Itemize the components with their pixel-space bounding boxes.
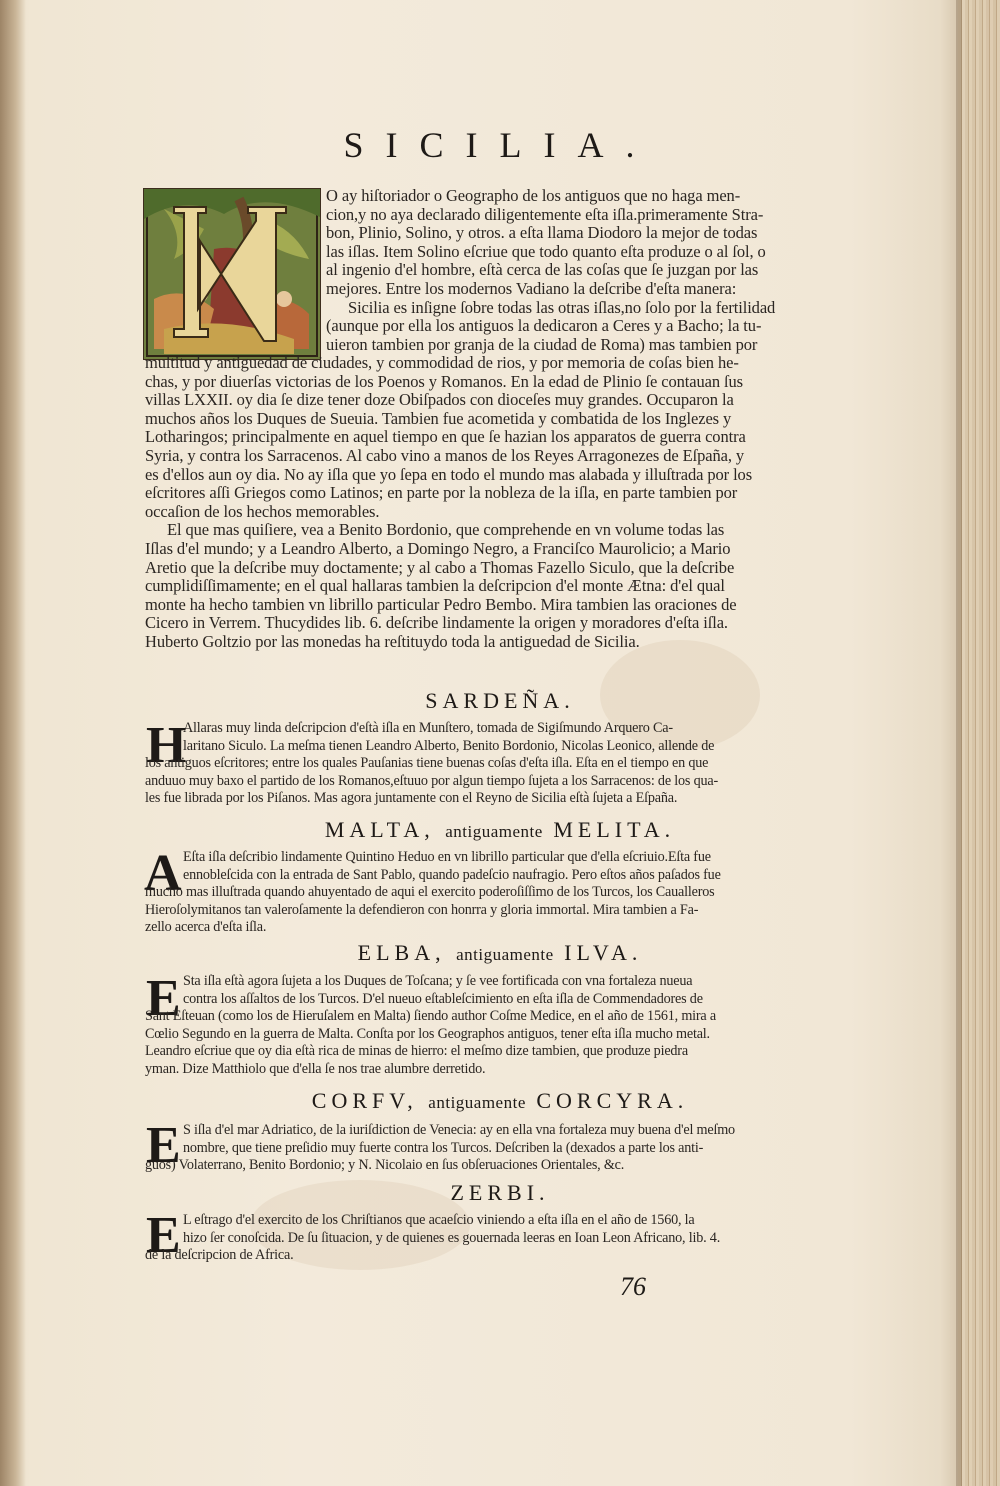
text-line: cion,y no aya declarado diligentemente eſta iſla.primeramente Stra- bbox=[326, 204, 764, 224]
text-line: nombre, que tiene preſidio muy fuerte contra los Turcos. Deſcriben la (dexados a parte los anti- bbox=[183, 1139, 704, 1156]
text-line: las iſlas. Item Solino eſcriue que todo quanto eſta produze o al ſol, o bbox=[326, 241, 766, 261]
text-line: laritano Siculo. La meſma tienen Leandro Alberto, Benito Bordonio, Nicolas Leonico, allende de bbox=[183, 737, 715, 754]
sicilia-paragraph bbox=[145, 354, 810, 652]
text-line: Huberto Goltzio por las monedas ha reſtituydo toda la antiguedad de Sicilia. bbox=[145, 631, 640, 651]
sardena-paragraph bbox=[145, 717, 810, 808]
malta-paragraph bbox=[144, 845, 810, 937]
text-line: Sant Eſteuan (como los de Hieruſalem en Malta) ſiendo author Coſme Medice, en el año de 1561, mira a bbox=[145, 1008, 716, 1024]
text-line: guos) Volaterrano, Benito Bordonio; y N. Nicolaio en ſus obſeruaciones Orientales, &c. bbox=[145, 1157, 625, 1173]
text-line: monte ha hecho tambien vn librillo particular Pedro Bembo. Mira tambien las oraciones de bbox=[145, 594, 737, 614]
text-line: les fue librada por los Piſanos. Mas agora juntamente con el Reyno de Sicilia eſtà ſujeta a Eſpaña. bbox=[145, 790, 678, 806]
text-line: multitud y antiguedad de ciudades, y commodidad de rios, y por memoria de coſas bien he- bbox=[145, 353, 739, 372]
heading-ancient-name: CORCYRA. bbox=[536, 1088, 689, 1113]
book-gutter bbox=[0, 0, 26, 1486]
heading-name: ELBA, bbox=[357, 940, 446, 965]
text-line: zello acerca d'eſta iſla. bbox=[145, 919, 267, 935]
text-line: O ay hiſtoriador o Geographo de los antiguos que no haga men- bbox=[326, 186, 741, 205]
text-line: occaſion de los hechos memorables. bbox=[145, 501, 380, 521]
text-line: los antiguos eſcritores; entre los quales Pauſanias tiene buenas coſas d'eſta iſla. Eſta en el tiempo en que bbox=[145, 755, 709, 771]
text-line: anduuo muy baxo el partido de los Romanos,eſtuuo por algun tiempo ſujeta a los Sarracenos: de los qua- bbox=[145, 772, 718, 789]
text-line: Sicilia es inſigne ſobre todas las otras iſlas,no ſolo por la fertilidad bbox=[348, 297, 776, 317]
page-title: SICILIA. bbox=[343, 125, 657, 165]
heading-subtitle: antiguamente bbox=[456, 945, 554, 964]
text-line: Sta iſla eſtà agora ſujeta a los Duques de Toſcana; y ſe vee fortificada con vna fortaleza nueua bbox=[183, 973, 693, 989]
initial-letter: H bbox=[146, 717, 187, 774]
initial-letter: A bbox=[144, 845, 182, 902]
text-line: Lotharingos; principalmente en aquel tiempo en que ſe hazian los apparatos de guerra contra bbox=[145, 427, 746, 447]
text-line: Eſta iſla deſcribio lindamente Quintino Heduo en vn librillo particular que d'ella eſcriuio.Eſta fue bbox=[183, 849, 711, 865]
text-line: Cœlio Segundo en la guerra de Malta. Conſta por los Geographos antiguos, tener eſta iſla mucho metal. bbox=[145, 1025, 710, 1042]
text-line: hizo ſer conoſcida. De ſu ſituacion, y de quienes es gouernada leeras en Ioan Leon Africano, lib. 4. bbox=[183, 1229, 721, 1246]
initial-letter: E bbox=[146, 970, 181, 1027]
initial-letter: E bbox=[146, 1207, 181, 1264]
heading-ancient-name: ILVA. bbox=[564, 940, 643, 965]
section-heading-malta bbox=[0, 817, 1000, 843]
text-line: yman. Dize Matthiolo que d'ella ſe nos trae alumbre derretido. bbox=[145, 1060, 486, 1077]
page-edges bbox=[958, 0, 1000, 1486]
text-line: al ingenio d'el hombre, eſtà cerca de las coſas que ſe juzgan por las bbox=[326, 260, 759, 280]
corfu-paragraph bbox=[145, 1117, 810, 1175]
text-line: Leandro eſcriue que oy dia eſtà rica de minas de hierro: el meſmo dize tambien, que produze piedra bbox=[145, 1043, 688, 1059]
heading-name: CORFV, bbox=[311, 1088, 418, 1113]
sicilia-first-lines bbox=[326, 187, 816, 354]
text-line: de la deſcripcion de Africa. bbox=[145, 1247, 294, 1263]
elba-paragraph bbox=[145, 970, 810, 1078]
text-line: Iſlas d'el mundo; y a Leandro Alberto, a Domingo Negro, a Franciſco Maurolicio; a Mario bbox=[145, 538, 731, 558]
page-number: 76 bbox=[620, 1272, 646, 1301]
text-line: El que mas quiſiere, vea a Benito Bordonio, que comprehende en vn volume todas las bbox=[167, 520, 725, 540]
heading-ancient-name: MELITA. bbox=[553, 817, 676, 842]
text-line: villas LXXII. oy dia ſe dize tener doze Obiſpados con dioceſes muy grandes. Occuparon la bbox=[145, 390, 734, 410]
heading-subtitle: antiguamente bbox=[445, 822, 543, 841]
section-heading-sardena: SARDEÑA. bbox=[425, 688, 575, 713]
text-line: uieron tambien por granja de la ciudad de Roma) mas tambien por bbox=[326, 334, 758, 354]
heading-name: MALTA, bbox=[324, 817, 435, 842]
text-line: ennobleſcida con la entrada de Sant Pablo, quando padeſcio naufragio. Pero eſtos años paſados fue bbox=[183, 866, 721, 883]
text-line: Allaras muy linda deſcripcion d'eſtà iſla en Munſtero, tomada de Sigiſmundo Arquero Ca- bbox=[183, 720, 673, 736]
text-line: es d'ellos aun oy dia. No ay iſla que yo ſepa en todo el mundo mas alabada y illuſtrada por los bbox=[145, 464, 753, 484]
page-edge-shadow bbox=[956, 0, 962, 1486]
text-line: bon, Plinio, Solino, y otros. a eſta llama Diodoro la mejor de todas bbox=[326, 223, 758, 243]
section-heading-zerbi: ZERBI. bbox=[450, 1180, 550, 1205]
text-line: (aunque por ella los antiguos la dedicaron a Ceres y a Bacho; la tu- bbox=[326, 316, 762, 336]
text-line: L eſtrago d'el exercito de los Chriſtianos que acaeſcio viniendo a eſta iſla en el año de 1560, la bbox=[183, 1212, 695, 1228]
text-line: Cicero in Verrem. Thucydides lib. 6. deſcribe lindamente la origen y moradores d'eſta iſla. bbox=[145, 613, 728, 633]
text-line: cumplidiſſimamente; en el qual hallaras tambien la deſcripcion d'el monte Ætna: d'el qual bbox=[145, 576, 725, 596]
heading-subtitle: antiguamente bbox=[428, 1093, 526, 1112]
section-heading-corfu bbox=[0, 1088, 1000, 1114]
section-heading-elba bbox=[0, 940, 1000, 966]
woodcut-initial-n-icon bbox=[143, 188, 321, 360]
text-line: muchos años los Duques de Sueuia. Tambien fue acometida y combatida de los Inglezes y bbox=[145, 408, 732, 428]
text-line: chas, y por diuerſas victorias de los Poenos y Romanos. En la edad de Plinio ſe contauan ſus bbox=[145, 371, 743, 391]
text-line: S iſla d'el mar Adriatico, de la iuriſdiction de Venecia: ay en ella vna fortaleza muy buena d'el meſmo bbox=[183, 1122, 735, 1138]
text-line: Syria, y contra los Sarracenos. Al cabo vino a manos de los Reyes Arragonezes de Eſpaña, y bbox=[145, 445, 745, 465]
text-line: eſcritores aſſi Griegos como Latinos; en parte por la nobleza de la iſla, en parte tambien por bbox=[145, 483, 738, 503]
zerbi-paragraph bbox=[145, 1207, 810, 1265]
text-line: contra los aſſaltos de los Turcos. D'el nueuo eſtableſcimiento en eſta iſla de Commendadores de bbox=[183, 990, 703, 1007]
text-line: mejores. Entre los modernos Vadiano la deſcribe d'eſta manera: bbox=[326, 278, 737, 298]
text-line: mucho mas illuſtrada quando ahuyentado de aqui el exercito poderoſiſſimo de los Turcos, los Caualleros bbox=[145, 884, 715, 900]
text-line: Hieroſolymitanos tan valeroſamente la defendieron con honrra y gloria immortal. Mira tambien a Fa- bbox=[145, 901, 699, 918]
text-line: Aretio que la deſcribe muy doctamente; y al cabo a Thomas Fazello Siculo, que la deſcribe bbox=[145, 557, 735, 577]
initial-letter: E bbox=[146, 1117, 181, 1174]
